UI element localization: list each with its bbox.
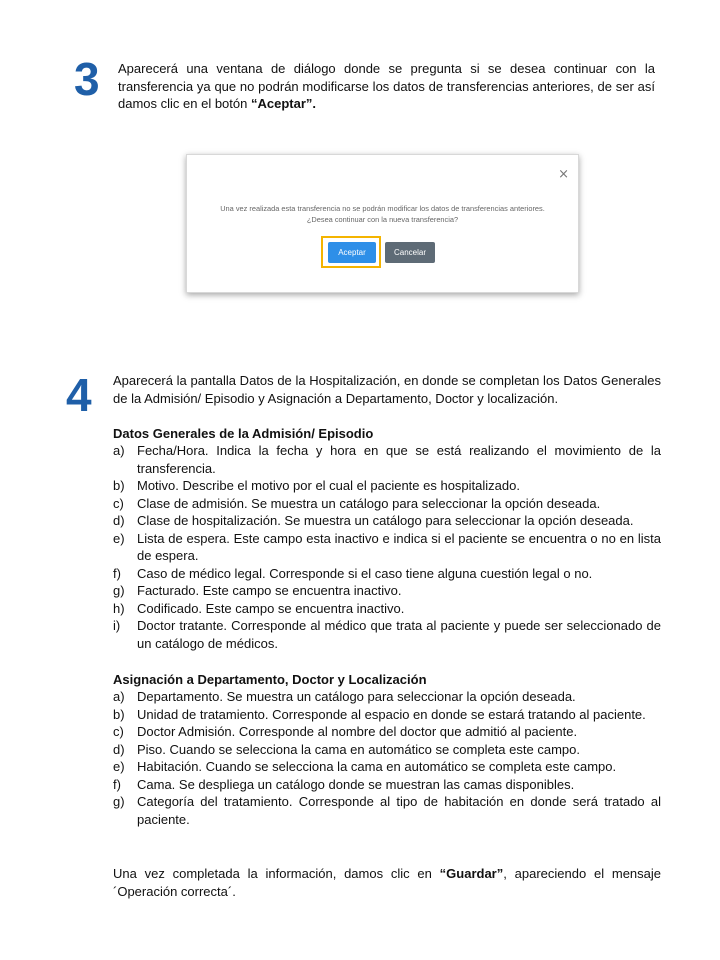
list-item-text: Clase de admisión. Se muestra un catálogo para seleccionar la opción deseada.: [137, 495, 601, 511]
confirmation-dialog: [186, 154, 579, 293]
list-marker: a): [113, 689, 125, 704]
closing-text-after: , apareciendo el mensaje ´Operación correcta´.: [113, 866, 661, 899]
list-item-text: Departamento. Se muestra un catálogo para seleccionar la opción deseada.: [137, 689, 576, 704]
list-marker: d): [113, 741, 125, 757]
list-marker: g): [113, 583, 125, 598]
list-item: [113, 688, 661, 706]
accept-button[interactable]: Aceptar: [328, 242, 376, 263]
list-marker: i): [113, 618, 121, 633]
list-marker: c): [113, 495, 124, 511]
list-item-text: Doctor Admisión. Corresponde al nombre del doctor que admitió al paciente.: [137, 724, 578, 739]
closing-paragraph: [113, 865, 661, 900]
list-item: [113, 477, 661, 495]
list-marker: d): [113, 513, 125, 528]
list-item-text: Cama. Se despliega un catálogo donde se muestran las camas disponibles.: [137, 776, 575, 792]
list-item-text: Codificado. Este campo se encuentra inactivo.: [137, 600, 405, 616]
section2-list: [113, 688, 661, 828]
list-item: [113, 582, 661, 600]
list-marker: f): [113, 776, 121, 792]
list-marker: e): [113, 759, 125, 774]
close-icon[interactable]: ×: [558, 167, 569, 182]
step3-bold-text: “Aceptar”.: [250, 96, 316, 111]
list-item-text: Doctor tratante. Corresponde al médico que trata al paciente y puede ser seleccionado de un catálogo de médicos.: [137, 618, 661, 651]
list-item-text: Motivo. Describe el motivo por el cual el paciente es hospitalizado.: [137, 478, 520, 493]
list-item-text: Piso. Cuando se selecciona la cama en automático se completa este campo.: [137, 741, 580, 757]
list-item: [113, 617, 661, 652]
list-item: [113, 530, 661, 565]
list-marker: e): [113, 530, 125, 546]
step3-paragraph: [118, 60, 655, 113]
section1-title: Datos Generales de la Admisión/ Episodio: [113, 426, 374, 441]
list-marker: c): [113, 724, 124, 739]
list-item-text: Habitación. Cuando se selecciona la cama en automático se completa este campo.: [137, 759, 617, 774]
list-item-text: Facturado. Este campo se encuentra inactivo.: [137, 583, 402, 598]
list-marker: a): [113, 443, 125, 458]
list-marker: g): [113, 794, 125, 809]
list-item-text: Unidad de tratamiento. Corresponde al espacio en donde se estará tratando al paciente.: [137, 706, 646, 722]
list-item-text: Categoría del tratamiento. Corresponde al tipo de habitación en donde será tratado al paciente.: [137, 794, 661, 827]
section1-list: [113, 442, 661, 652]
step4-intro: Aparecerá la pantalla Datos de la Hospitalización, en donde se completan los Datos Generales de la Admisión/ Episodio y Asignación a Departamento, Doctor y localización.: [113, 373, 661, 406]
list-marker: b): [113, 478, 125, 493]
step3-text: Aparecerá una ventana de diálogo donde se pregunta si se desea continuar con la transferencia ya que no podrán modificarse los datos de transferencias anteriores, de ser así damos clic en el botón: [118, 61, 655, 111]
list-item-text: Caso de médico legal. Corresponde si el caso tiene alguna cuestión legal o no.: [137, 565, 593, 581]
section2-title: Asignación a Departamento, Doctor y Localización: [113, 672, 427, 687]
list-marker: b): [113, 706, 125, 722]
list-marker: f): [113, 565, 121, 581]
list-item-text: Clase de hospitalización. Se muestra un catálogo para seleccionar la opción deseada.: [137, 513, 634, 528]
list-item: [113, 776, 661, 794]
list-item: [113, 741, 661, 759]
step-number-3: 3: [74, 53, 100, 105]
list-item: [113, 442, 661, 477]
closing-bold-text: “Guardar”: [439, 866, 504, 881]
list-item: [113, 565, 661, 583]
dialog-message: Una vez realizada esta transferencia no se podrán modificar los datos de transferencias anteriores. ¿Desea continuar con la nueva transferencia?: [220, 204, 545, 224]
list-item: [113, 723, 661, 741]
list-marker: h): [113, 600, 125, 616]
list-item: [113, 706, 661, 724]
step-number-4: 4: [66, 369, 92, 421]
cancel-button[interactable]: Cancelar: [385, 242, 435, 263]
list-item: [113, 758, 661, 776]
closing-text-before: Una vez completada la información, damos clic en: [113, 866, 440, 881]
list-item-text: Fecha/Hora. Indica la fecha y hora en que se está realizando el movimiento de la transferencia.: [137, 443, 661, 476]
list-item: [113, 495, 661, 513]
list-item: [113, 600, 661, 618]
list-item-text: Lista de espera. Este campo esta inactivo e indica si el paciente se encuentra o no en lista de espera.: [137, 530, 661, 563]
list-item: [113, 512, 661, 530]
list-item: [113, 793, 661, 828]
